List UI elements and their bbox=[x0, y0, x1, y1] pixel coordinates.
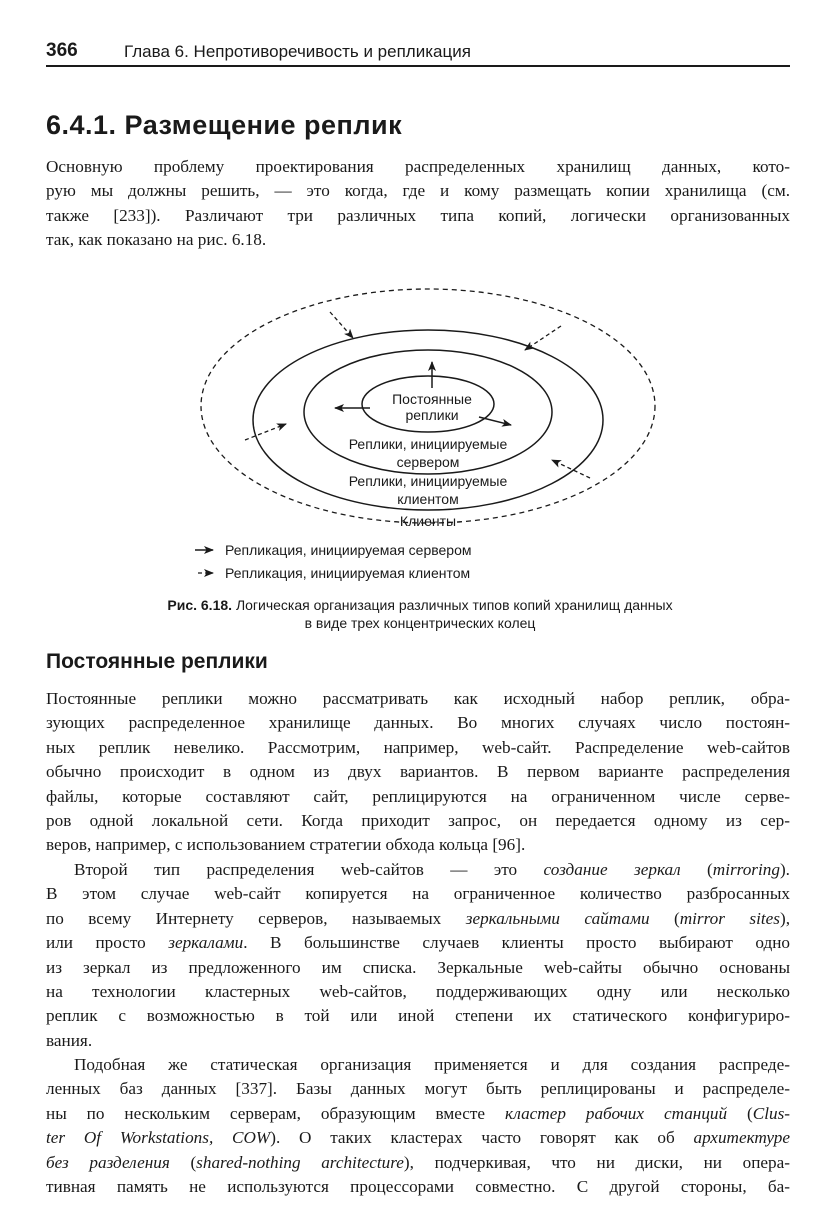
header-rule bbox=[46, 65, 790, 67]
text-line: веров, например, с использованием стратегии обхода кольца [96]. bbox=[46, 835, 526, 855]
section-title: 6.4.1. Размещение реплик bbox=[46, 110, 403, 140]
text-line: В этом случае web-сайт копируется на ограниченное количество разбросанных bbox=[46, 884, 790, 904]
term-shared-nothing-en: shared-nothing architecture bbox=[196, 1152, 404, 1172]
client-arrow-4 bbox=[552, 460, 590, 478]
intro-paragraph bbox=[46, 155, 790, 253]
text-line: также [233]). Различают три различных типа копий, логически организованных bbox=[46, 205, 790, 225]
figure-concentric-rings bbox=[195, 280, 660, 588]
term-mirror-sites-ru: зеркальными сайтами bbox=[465, 908, 650, 928]
label-clients: Клиенты bbox=[399, 513, 457, 529]
text-line: файлы, которые составляют сайт, реплицируются на ограниченном числе серве- bbox=[46, 786, 790, 806]
term-mirrors: зеркалами bbox=[168, 933, 244, 953]
term-mirroring-en: mirroring bbox=[712, 860, 780, 879]
term-shared-nothing-ru-1: архитектуре bbox=[693, 1128, 790, 1148]
figure-caption bbox=[100, 596, 740, 632]
label-permanent-2: реплики bbox=[405, 407, 459, 423]
text-line: или просто зеркалами. В большинстве случаев клиенты просто выбирают одно bbox=[46, 933, 791, 953]
term-shared-nothing-ru-2: без разделения bbox=[46, 1152, 170, 1172]
client-arrow-2 bbox=[525, 326, 561, 350]
text-line: ны по нескольким серверам, образующим вместе кластер рабочих станций (Clus- bbox=[46, 1103, 791, 1123]
term-mirroring-ru: создание зеркал bbox=[543, 860, 681, 879]
label-server-1: Реплики, инициируемые bbox=[348, 436, 508, 452]
term-mirror-sites-en: mirror sites bbox=[679, 908, 780, 928]
text-line: ных реплик невелико. Рассмотрим, например, web-сайт. Распределение web-сайтов bbox=[46, 737, 790, 757]
paragraph-permanent-replicas bbox=[46, 687, 790, 858]
paragraph-mirroring bbox=[46, 858, 790, 1053]
label-server-2: сервером bbox=[396, 454, 460, 470]
text-line: Основную проблему проектирования распределенных хранилищ данных, кото- bbox=[46, 157, 790, 176]
term-cow-ru: кластер рабочих станций bbox=[504, 1103, 728, 1123]
text-line: из зеркал из предложенного им списка. Зеркальные web-сайты обычно основаны bbox=[46, 957, 790, 977]
legend-client-label: Репликация, инициируемая клиентом bbox=[225, 565, 471, 581]
legend-server-label: Репликация, инициируемая сервером bbox=[225, 542, 472, 558]
text-line: реплик с возможностью в той или иной степени их статического конфигуриро- bbox=[46, 1006, 790, 1026]
running-header bbox=[46, 40, 790, 66]
client-arrow-3 bbox=[245, 424, 286, 440]
chapter-title: Глава 6. Непротиворечивость и репликация bbox=[124, 42, 471, 61]
text-line: вания. bbox=[46, 1030, 93, 1050]
text-line: так, как показано на рис. 6.18. bbox=[46, 230, 267, 250]
caption-label: Рис. 6.18. bbox=[167, 597, 233, 613]
paragraph-databases bbox=[46, 1053, 790, 1199]
text-line: на технологии кластерных web-сайтов, поддерживающих одну или несколько bbox=[46, 981, 790, 1001]
text-line: рую мы должны решить, — это когда, где и кому размещать копии хранилища (см. bbox=[46, 181, 790, 201]
caption-line1: Логическая организация различных типов копий хранилищ данных bbox=[235, 597, 673, 613]
text-line: обычно происходит в одном из двух вариантов. В первом варианте распределения bbox=[46, 762, 790, 782]
text-line: Постоянные реплики можно рассматривать как исходный набор реплик, обра- bbox=[46, 689, 790, 708]
text-line: зующих распределенное хранилище данных. Во многих случаях число постоян- bbox=[46, 713, 790, 733]
label-permanent-1: Постоянные bbox=[392, 391, 472, 407]
term-cow-en-1: Clus- bbox=[752, 1103, 791, 1123]
subsection-title: Постоянные реплики bbox=[46, 650, 268, 673]
page-number: 366 bbox=[46, 40, 78, 61]
text-line: ленных баз данных [337]. Базы данных могут быть реплицированы и распределе- bbox=[46, 1079, 790, 1099]
text-line: Подобная же статическая организация применяется и для создания распреде- bbox=[74, 1055, 790, 1074]
server-arrow-right bbox=[479, 417, 511, 425]
term-cow-en-2: ter Of Workstations, COW bbox=[46, 1128, 271, 1148]
caption-line2: в виде трех концентрических колец bbox=[304, 615, 536, 631]
label-client-2: клиентом bbox=[397, 491, 459, 507]
text-line: ров одной локальной сети. Когда приходит запрос, он передается одному из сер- bbox=[46, 810, 790, 830]
text-line: по всему Интернету серверов, называемых зеркальными сайтами (mirror sites), bbox=[46, 908, 790, 928]
text-line: без разделения (shared-nothing architecture), подчеркивая, что ни диски, ни опера- bbox=[46, 1152, 790, 1172]
text-line: тивная память не используются процессорами совместно. С другой стороны, ба- bbox=[46, 1176, 790, 1196]
text-line: Второй тип распределения web-сайтов — это создание зеркал (mirroring). bbox=[74, 860, 790, 879]
text-line: ter Of Workstations, COW). О таких кластерах часто говорят как об архитектуре bbox=[46, 1128, 790, 1148]
client-arrow-1 bbox=[330, 312, 353, 338]
label-client-1: Реплики, инициируемые bbox=[348, 473, 508, 489]
